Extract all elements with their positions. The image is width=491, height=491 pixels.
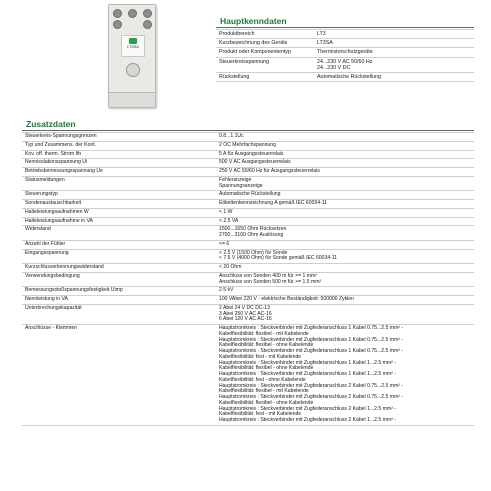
spec-value-line: 6 Abei 120 V AC AC-16: [219, 316, 272, 323]
spec-label: Anzahl der Fühler: [22, 240, 216, 249]
spec-label: Unterbrechungskapazität: [22, 304, 216, 324]
spec-value-line: Hauptstromkreis : Steckverbinder mit Zugfederanschluss 2 Kabel 1...2.5 mm² -: [219, 405, 396, 412]
product-front-label: [121, 35, 145, 57]
spec-label: Anschlüsse - Klemmen: [22, 325, 216, 426]
spec-value-line: 2700...3100 Ohm Auslösung: [219, 232, 284, 238]
spec-label: Typ und Zusammens. der Kont.: [22, 141, 216, 150]
spec-label: Statusmeldungen: [22, 176, 216, 191]
spec-label: Halteleistungsaufnahmen W: [22, 208, 216, 217]
spec-value-line: 100 VAbei 220 V - elektrische Beständigkeit: 500000 Zyklen: [219, 296, 354, 302]
spec-value-line: 3 Abei 250 V AC AC-16: [219, 310, 272, 317]
spec-value: [216, 217, 474, 226]
spec-value-line: Hauptstromkreis : Steckverbinder mit Zugfederanschluss 1 Kabel 0.75...2.5 mm² -: [219, 348, 404, 354]
zusatz-spec-row: [22, 296, 474, 305]
spec-value: [216, 240, 474, 249]
spec-value-line: < 7.5 V (4000 Ohm) für Sonde gemäß IEC 60034-11: [219, 255, 338, 262]
spec-value-line: Anschluss von Sonden 400 m für >= 1 mm²: [219, 272, 317, 279]
terminal-screw: [113, 20, 122, 29]
spec-value: [216, 191, 474, 200]
spec-value-line: < 2.5 VA: [219, 217, 239, 224]
spec-value-line: Kabelflexibilität: fest - ohne Kabelende: [219, 376, 306, 383]
spec-value-line: Kabelflexibilität: fest - mit Kabelende: [219, 353, 302, 360]
zusatz-spec-row: [22, 272, 474, 287]
spec-value: [314, 57, 474, 72]
spec-value-line: 2 OC Mehrfachspannung: [219, 141, 276, 148]
spec-value-line: LT3SA: [317, 40, 333, 47]
spec-value: [216, 264, 474, 273]
spec-label: Nennisolationsspannung Ui: [22, 159, 216, 168]
spec-value-line: Kabelflexibilität: flexibel - ohne Kabelende: [219, 399, 314, 406]
spec-value: [216, 133, 474, 142]
spec-value-line: Spannungsanzeige: [219, 182, 263, 189]
spec-value-line: < 1 W: [219, 208, 233, 215]
spec-value: [314, 30, 474, 39]
spec-value-line: Kabelflexibilität: fest - mit Kabelende: [219, 411, 302, 418]
terminal-screw: [113, 9, 122, 18]
zusatz-spec-row: [22, 217, 474, 226]
spec-value: [216, 168, 474, 177]
spec-value-line: Hauptstromkreis : Steckverbinder mit Zugfederanschluss 2 Kabel 1...2.5 mm² -: [219, 417, 396, 423]
spec-label: Kurzbezeichnung des Geräts: [216, 39, 314, 48]
spec-label: Verwendungsbedingung: [22, 272, 216, 287]
spec-value-line: Thermistorschutzgeräte: [317, 49, 373, 56]
zusatz-spec-row: [22, 191, 474, 200]
zusatz-spec-row: [22, 133, 474, 142]
terminal-screw: [143, 9, 152, 18]
spec-value-line: Automatische Rückstellung: [219, 191, 281, 198]
spec-label: Betriebsbemessungsspannung Ue: [22, 168, 216, 177]
spec-label: Kurzschlusserkennungswiderstand: [22, 264, 216, 273]
spec-label: Sondenaustauschbarkeit: [22, 200, 216, 209]
main-specs-table: [216, 29, 474, 82]
spec-label: Knv. off. therm. Strom Ith: [22, 150, 216, 159]
spec-value: [314, 73, 474, 82]
spec-value-line: Anschluss von Sonden 500 m für >= 1.5 mm²: [219, 278, 322, 285]
spec-label: Nennleistung in VA: [22, 296, 216, 305]
main-section-title: Hauptkenndaten: [220, 16, 287, 26]
main-spec-row: [216, 48, 474, 57]
spec-value-line: 2.5 kV: [219, 287, 234, 294]
spec-value-line: Kabelflexibilität: flexibel - mit Kabelende: [219, 330, 309, 337]
spec-value-line: 24...230 V DC: [317, 64, 351, 71]
spec-label: Produkt oder Komponententyp: [216, 48, 314, 57]
spec-value: [216, 176, 474, 191]
main-spec-row: [216, 73, 474, 82]
spec-value: [216, 159, 474, 168]
spec-value: [216, 200, 474, 209]
zusatz-spec-row: [22, 168, 474, 177]
spec-value-line: Hauptstromkreis : Steckverbinder mit Zugfederanschluss 1 Kabel 0.75...2.5 mm² -: [219, 336, 404, 343]
spec-value-line: <= 6: [219, 240, 230, 247]
spec-label: Steuerkreis-Spannungsgrenzen: [22, 133, 216, 142]
terminal-screw: [128, 9, 137, 18]
spec-value-line: Hauptstromkreis : Steckverbinder mit Zugfederanschluss 1 Kabel 1...2.5 mm² -: [219, 371, 396, 377]
spec-label: Bemessungsstoßspannungsfestigkeit Uimp: [22, 287, 216, 296]
zusatz-section-title: Zusatzdaten: [26, 119, 76, 129]
zusatz-section-divider: [22, 130, 474, 131]
spec-value-line: 1500...1650 Ohm Rücksetzen: [219, 226, 287, 233]
product-image: [108, 4, 156, 108]
spec-value: [216, 304, 474, 324]
spec-value: [216, 249, 474, 264]
spec-value-line: 2 Abei 24 V DC DC-13: [219, 304, 270, 311]
spec-label: Steuerungstyp: [22, 191, 216, 200]
spec-label: Steuerkreisspannung: [216, 57, 314, 72]
spec-value-line: 0.8...1.1Uc: [219, 133, 244, 139]
terminal-screw: [143, 20, 152, 29]
spec-value: [216, 226, 474, 241]
spec-value-line: Kabelflexibilität: flexibel - ohne Kabelende: [219, 342, 314, 349]
spec-value-line: Hauptstromkreis : Steckverbinder mit Zugfederanschluss 2 Kabel 0.75...2.5 mm² -: [219, 394, 404, 400]
zusatz-spec-row: [22, 200, 474, 209]
zusatz-spec-row: [22, 208, 474, 217]
spec-value-line: LT3: [317, 31, 326, 37]
product-base: [109, 92, 155, 107]
spec-label: Produktbereich: [216, 30, 314, 39]
spec-label: Eingangsspannung: [22, 249, 216, 264]
main-section-divider: [216, 27, 474, 28]
zusatz-spec-row: [22, 159, 474, 168]
spec-value-line: Hauptstromkreis : Steckverbinder mit Zugfederanschluss 1 Kabel 0.75...2.5 mm² -: [219, 325, 404, 331]
spec-value: [216, 272, 474, 287]
spec-value-line: Etikettenkennzeichnung A gemäß IEC 60034-11: [219, 200, 328, 206]
zusatz-spec-row: [22, 150, 474, 159]
spec-value-line: Fehleranzeige: [219, 176, 252, 183]
zusatz-spec-row: [22, 226, 474, 241]
spec-value: [216, 325, 474, 426]
zusatz-spec-row: [22, 240, 474, 249]
spec-value-line: Automatische Rückstellung: [317, 74, 381, 81]
main-spec-row: [216, 39, 474, 48]
zusatz-spec-row: [22, 264, 474, 273]
spec-value: [216, 150, 474, 159]
spec-label: Halteleistungsaufnahme in VA: [22, 217, 216, 226]
spec-value-line: 5 A für Ausgangssteuerrelais: [219, 150, 284, 157]
spec-label: Widerstand: [22, 226, 216, 241]
spec-value: [314, 39, 474, 48]
spec-value-line: < 20 Ohm: [219, 264, 242, 270]
zusatz-spec-row: [22, 249, 474, 264]
product-label-text: LT3SA: [127, 44, 139, 49]
spec-value-line: < 2.5 V (1500 Ohm) für Sonde: [219, 249, 288, 256]
zusatz-spec-row: [22, 325, 474, 426]
spec-value: [216, 296, 474, 305]
spec-label: Rückstellung: [216, 73, 314, 82]
zusatz-spec-row: [22, 141, 474, 150]
spec-value-line: 24...230 V AC 50/60 Hz: [317, 58, 373, 65]
spec-value-line: Hauptstromkreis : Steckverbinder mit Zugfederanschluss 2 Kabel 0.75...2.5 mm² -: [219, 382, 404, 389]
spec-value: [314, 48, 474, 57]
zusatz-specs-table: [22, 132, 474, 426]
spec-value-line: 250 V AC 50/60 Hz für Ausgangssteuerrelais: [219, 168, 320, 174]
spec-value-line: Hauptstromkreis : Steckverbinder mit Zugfederanschluss 1 Kabel 1...2.5 mm² -: [219, 359, 396, 366]
zusatz-spec-row: [22, 176, 474, 191]
spec-value: [216, 208, 474, 217]
spec-value-line: Kabelflexibilität: flexibel - ohne Kabelende: [219, 365, 314, 372]
main-spec-row: [216, 30, 474, 39]
zusatz-spec-row: [22, 304, 474, 324]
status-led: [126, 63, 140, 77]
spec-value-line: Kabelflexibilität: flexibel - mit Kabelende: [219, 388, 309, 395]
zusatz-spec-row: [22, 287, 474, 296]
spec-value-line: 500 V AC Ausgangssteuerrelais: [219, 159, 291, 166]
spec-value: [216, 287, 474, 296]
main-spec-row: [216, 57, 474, 72]
spec-value: [216, 141, 474, 150]
